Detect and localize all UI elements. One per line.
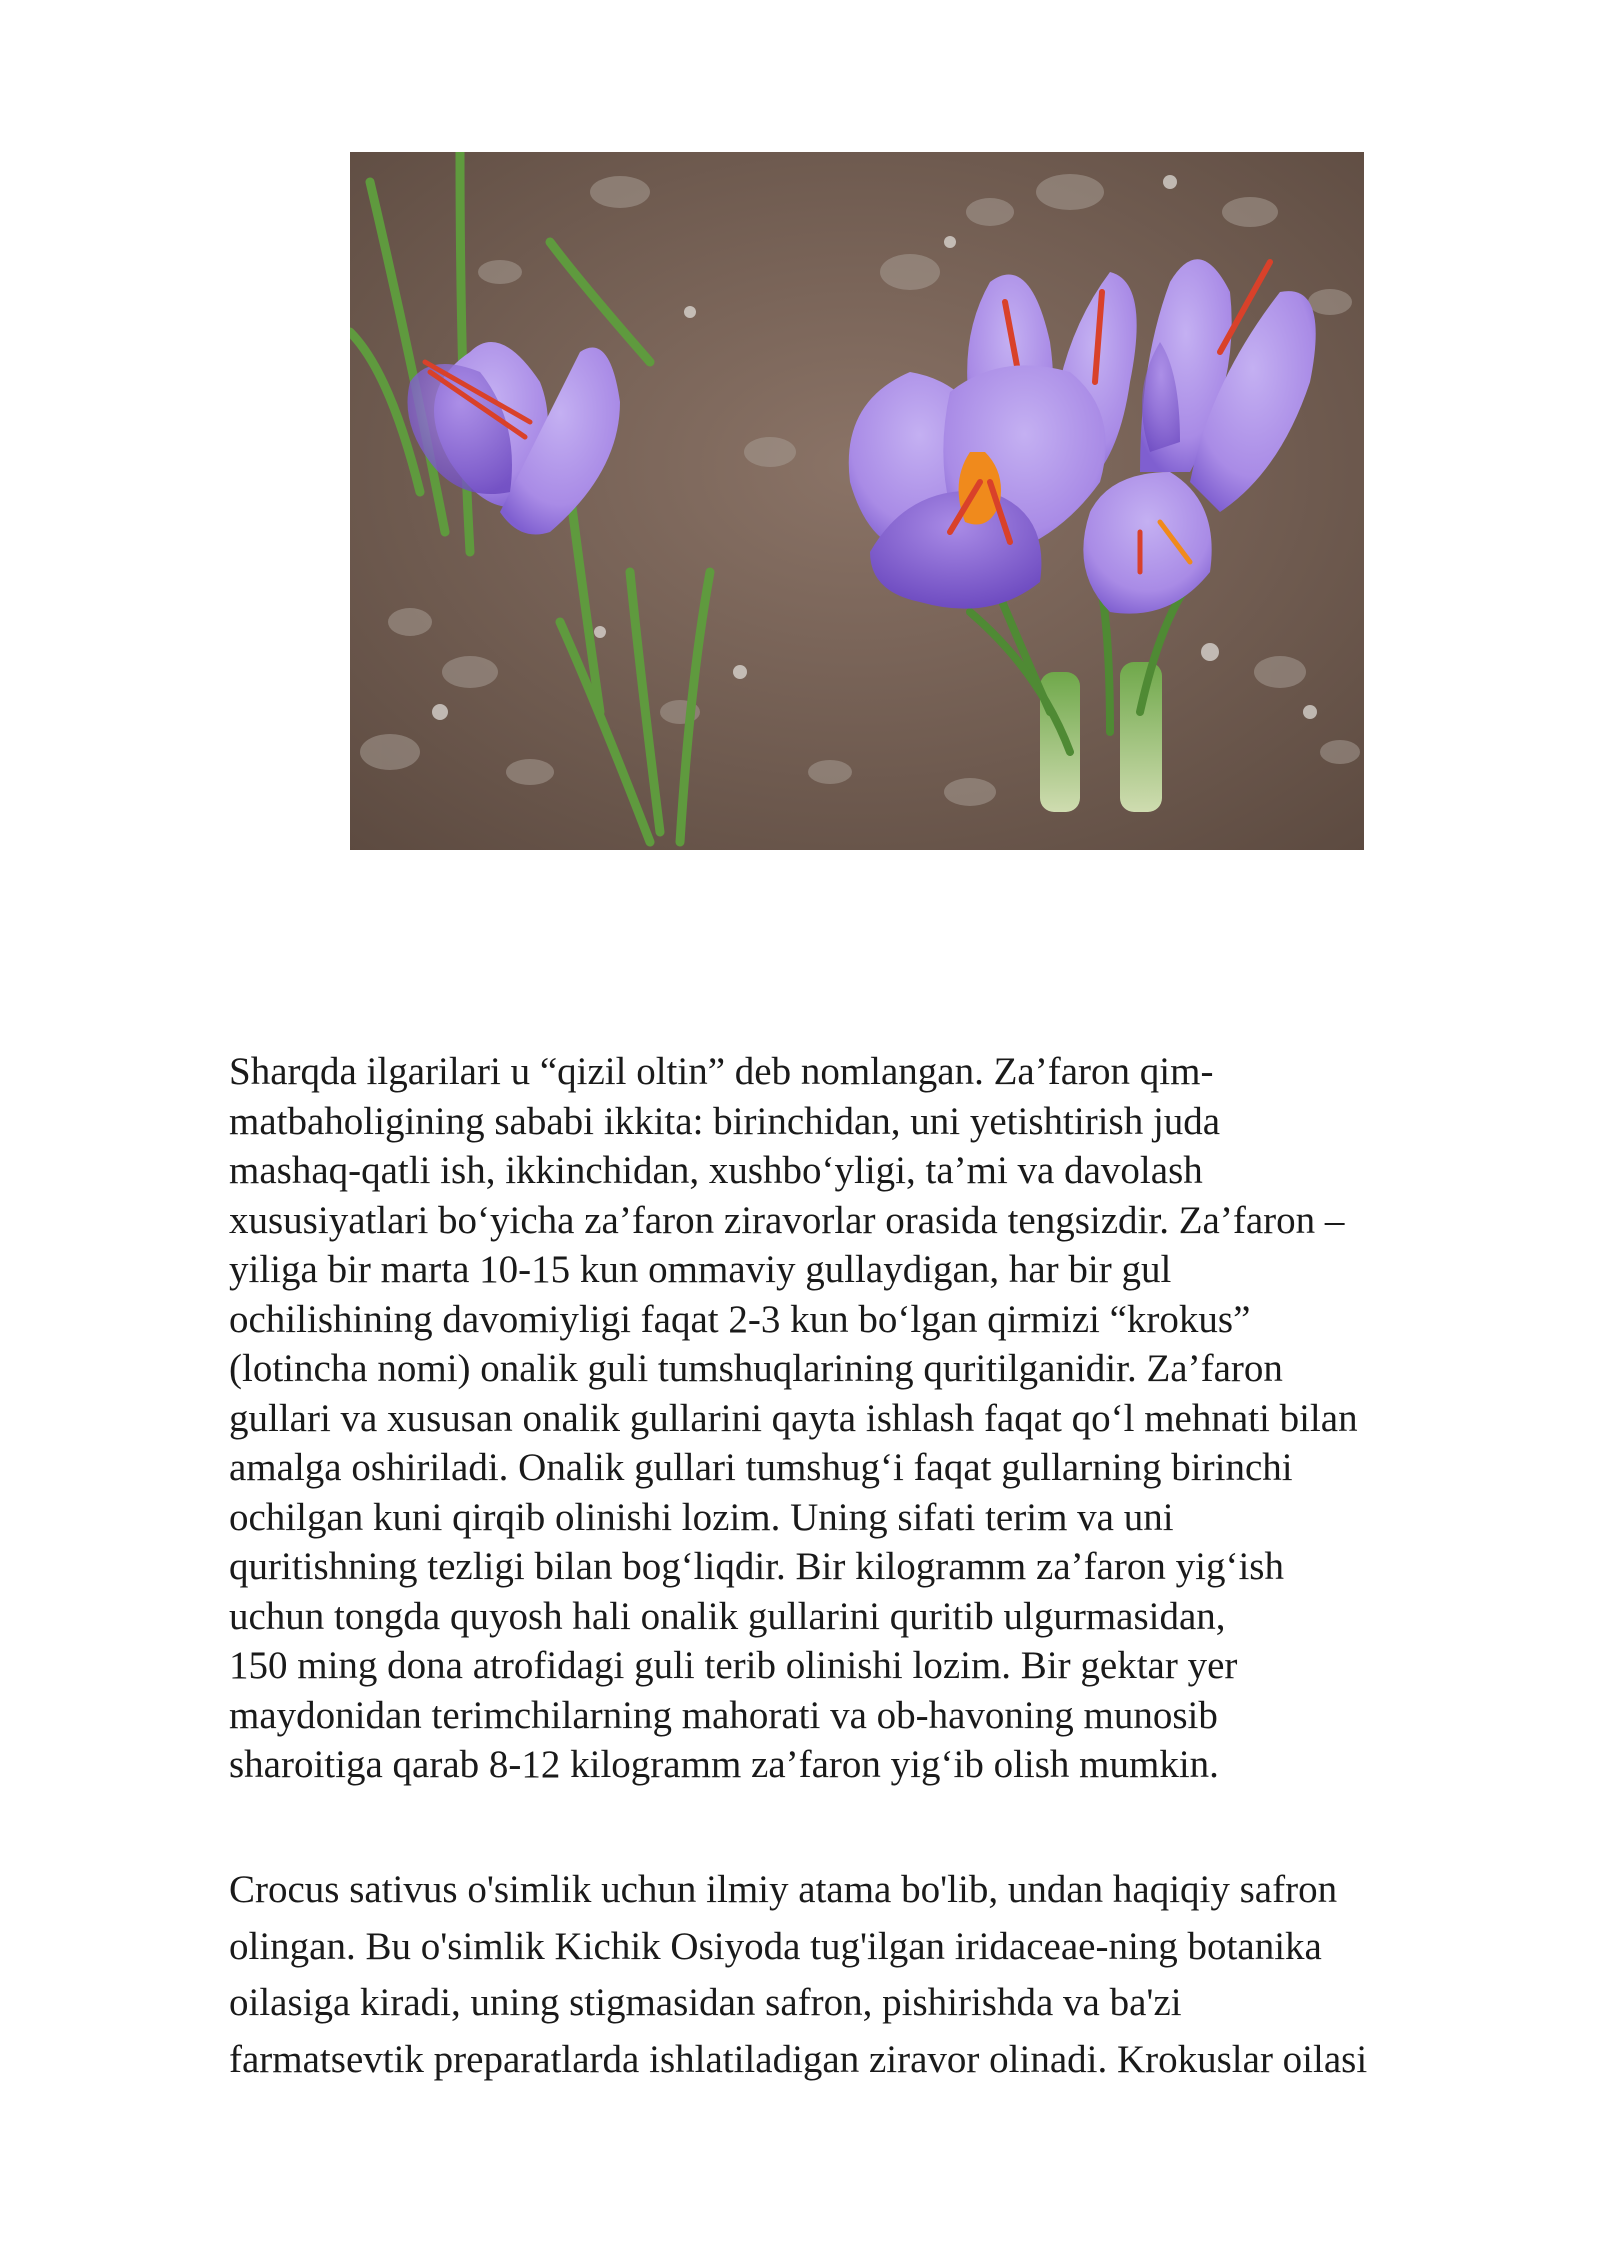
text-line: sharoitiga qarab 8-12 kilogramm za’faron yig‘ib olish mumkin. <box>229 1743 1219 1786</box>
text-line: ochilgan kuni qirqib olinishi lozim. Uning sifati terim va uni <box>229 1495 1174 1539</box>
text-line: gullari va xususan onalik gullarini qayta ishlash faqat qo‘l mehnati bilan <box>229 1396 1358 1440</box>
crocus-illustration <box>350 152 1364 850</box>
text-line: mashaq-qatli ish, ikkinchidan, xushbo‘yligi, ta’mi va davolash <box>229 1149 1203 1192</box>
paragraph-2 <box>229 1862 1529 2088</box>
text-line: 150 ming dona atrofidagi guli terib olinishi lozim. Bir gektar yer <box>229 1644 1238 1687</box>
text-line: xususiyatlari bo‘yicha za’faron ziravorlar orasida tengsizdir. Za’faron – <box>229 1198 1345 1242</box>
paragraph-1 <box>229 1047 1529 1790</box>
text-line: Sharqda ilgarilari u “qizil oltin” deb nomlangan. Za’faron qim- <box>229 1050 1214 1093</box>
text-line: olingan. Bu o'simlik Kichik Osiyoda tug'ilgan iridaceae-ning botanika <box>229 1924 1322 1968</box>
text-line: oilasiga kiradi, uning stigmasidan safron, pishirishda va ba'zi <box>229 1981 1182 2024</box>
text-line: matbaholigining sababi ikkita: birinchidan, uni yetishtirish juda <box>229 1099 1221 1143</box>
text-line: ochilishining davomiyligi faqat 2-3 kun bo‘lgan qirmizi “krokus” <box>229 1297 1251 1341</box>
text-line: (lotincha nomi) onalik guli tumshuqlarining quritilganidir. Za’faron <box>229 1347 1283 1390</box>
text-line: quritishning tezligi bilan bog‘liqdir. Bir kilogramm za’faron yig‘ish <box>229 1545 1284 1588</box>
text-line: uchun tongda quyosh hali onalik gullarini quritib ulgurmasidan, <box>229 1594 1226 1638</box>
text-line: Crocus sativus o'simlik uchun ilmiy atama bo'lib, undan haqiqiy safron <box>229 1868 1338 1911</box>
text-line: amalga oshiriladi. Onalik gullari tumshug‘i faqat gullarning birinchi <box>229 1446 1293 1489</box>
text-line: yiliga bir marta 10-15 kun ommaviy gullaydigan, har bir gul <box>229 1248 1172 1291</box>
text-line: farmatsevtik preparatlarda ishlatiladigan ziravor olinadi. Krokuslar oilasi <box>229 2037 1368 2081</box>
crocus-photo <box>350 152 1364 850</box>
text-line: maydonidan terimchilarning mahorati va ob-havoning munosib <box>229 1693 1218 1737</box>
